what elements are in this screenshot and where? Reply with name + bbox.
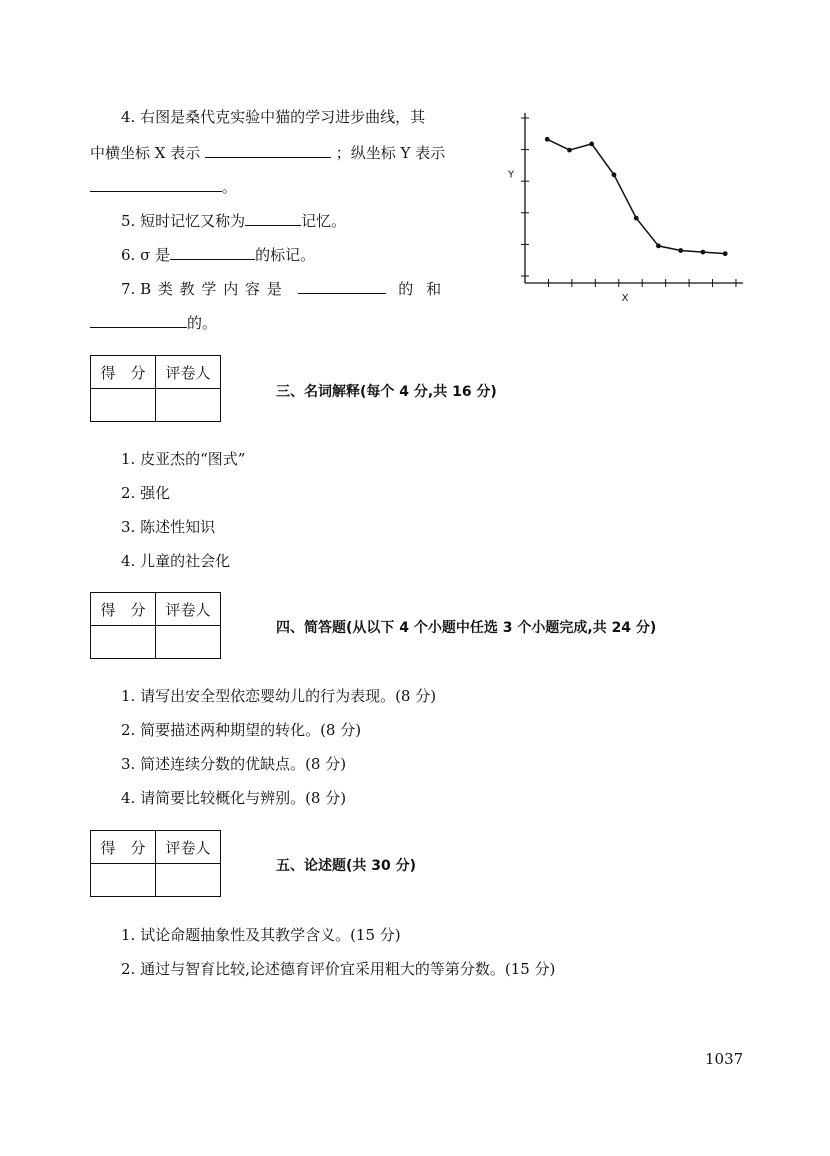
q7-blank-2[interactable] — [90, 313, 187, 328]
grader-cell[interactable] — [156, 626, 221, 659]
data-point — [634, 216, 639, 221]
grader-header: 评卷人 — [156, 593, 221, 626]
data-point — [723, 251, 728, 256]
q7-blank-1[interactable] — [298, 279, 386, 294]
q7-text-mid: 的 和 — [398, 280, 446, 298]
q6-blank[interactable] — [170, 245, 255, 260]
section3-item: 1. 皮亚杰的“图式” — [121, 450, 246, 468]
q4-text: 右图是桑代克实验中猫的学习进步曲线，其 — [140, 108, 426, 126]
section3-item: 3. 陈述性知识 — [121, 518, 216, 536]
score-header: 得 分 — [91, 356, 156, 389]
q5-blank[interactable] — [245, 211, 301, 226]
q7-line1 — [121, 278, 445, 299]
score-header: 得 分 — [91, 831, 156, 864]
y-axis-label: Y — [507, 169, 515, 181]
section3-item: 4. 儿童的社会化 — [121, 552, 231, 570]
score-box-section4 — [90, 592, 221, 659]
q7-number: 7. — [121, 280, 136, 298]
section5-title: 五、论述题(共 30 分) — [276, 858, 417, 874]
q7-text: B 类 教 学 内 容 是 — [140, 280, 283, 298]
score-header: 得 分 — [91, 593, 156, 626]
q4-end: 。 — [222, 178, 238, 196]
q7-end: 的。 — [187, 314, 218, 332]
q6-line — [121, 244, 315, 265]
data-point — [656, 244, 661, 249]
data-point — [701, 250, 706, 255]
learning-curve-chart — [505, 108, 745, 318]
data-point — [589, 142, 594, 147]
q5-text-end: 记忆。 — [301, 212, 347, 230]
section4-title: 四、简答题(从以下 4 个小题中任选 3 个小题完成,共 24 分) — [276, 620, 657, 636]
section5-item: 1. 试论命题抽象性及其教学含义。(15 分) — [121, 926, 401, 944]
grader-header: 评卷人 — [156, 831, 221, 864]
score-cell[interactable] — [91, 864, 156, 897]
data-point — [567, 148, 572, 153]
chart-axes — [525, 113, 743, 283]
data-point — [612, 172, 617, 177]
q6-text-end: 的标记。 — [255, 246, 316, 264]
q5-text: 短时记忆又称为 — [140, 212, 246, 230]
score-cell[interactable] — [91, 389, 156, 422]
score-box-section5 — [90, 830, 221, 897]
q4-y-label: ；纵坐标 Y 表示 — [335, 144, 446, 162]
page-number: 1037 — [705, 1050, 744, 1068]
section4-item: 2. 简要描述两种期望的转化。(8 分) — [121, 721, 362, 739]
learning-curve-line — [547, 139, 725, 253]
q4-line1 — [121, 106, 425, 127]
grader-cell[interactable] — [156, 389, 221, 422]
score-cell[interactable] — [91, 626, 156, 659]
chart-points — [545, 137, 728, 256]
score-box-section3 — [90, 355, 221, 422]
data-point — [545, 137, 550, 142]
section4-item: 1. 请写出安全型依恋婴幼儿的行为表现。(8 分) — [121, 687, 437, 705]
x-axis-label: X — [621, 293, 629, 304]
q7-line2 — [90, 312, 217, 333]
section4-item: 4. 请简要比较概化与辨别。(8 分) — [121, 789, 347, 807]
q4-number: 4. — [121, 108, 136, 126]
q6-text: σ 是 — [140, 246, 171, 264]
section4-item: 3. 简述连续分数的优缺点。(8 分) — [121, 755, 347, 773]
section3-title: 三、名词解释(每个 4 分,共 16 分) — [276, 384, 497, 400]
q4-y-blank[interactable] — [90, 177, 222, 192]
grader-cell[interactable] — [156, 864, 221, 897]
q4-x-label: 中横坐标 X 表示 — [90, 144, 201, 162]
data-point — [678, 248, 683, 253]
q4-x-blank[interactable] — [205, 143, 331, 158]
q6-number: 6. — [121, 246, 136, 264]
q5-number: 5. — [121, 212, 136, 230]
grader-header: 评卷人 — [156, 356, 221, 389]
q4-line3 — [90, 176, 237, 197]
q4-line2 — [90, 142, 445, 163]
section5-item: 2. 通过与智育比较,论述德育评价宜采用粗大的等第分数。(15 分) — [121, 960, 556, 978]
section3-item: 2. 强化 — [121, 484, 171, 502]
q5-line — [121, 210, 346, 231]
